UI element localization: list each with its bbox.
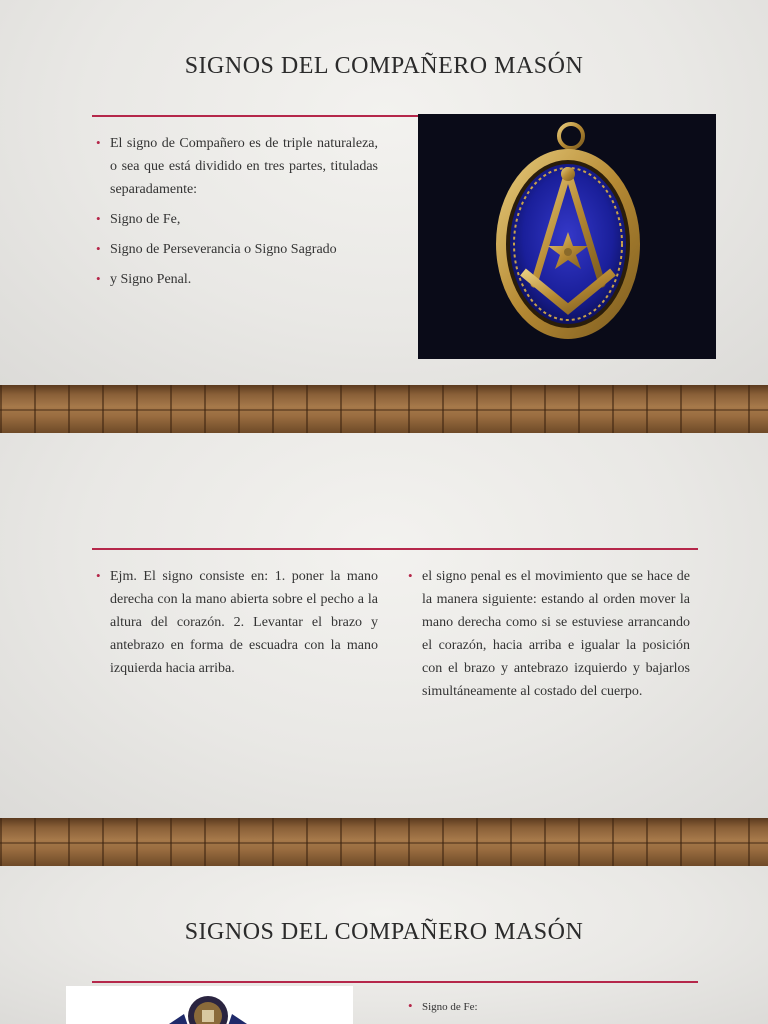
bullet-item: • Signo de Fe,: [96, 208, 378, 231]
wood-floor-divider: [0, 385, 768, 433]
slide-2-right-bullet-list: [408, 565, 690, 710]
square-compass-emblem-icon: [418, 114, 716, 359]
bullet-item: • Signo de Perseverancia o Signo Sagrado: [96, 238, 378, 261]
slide-1: [0, 0, 768, 385]
slide-3: [0, 866, 768, 1024]
slide-2: [0, 433, 768, 818]
bullet-item: • El signo de Compañero es de triple naturaleza, o sea que está dividido en tres partes, tituladas separadamente:: [96, 132, 378, 201]
emblem-image: [66, 986, 353, 1024]
wood-floor-divider: [0, 818, 768, 866]
slide-2-left-bullet-list: [96, 565, 378, 687]
slide-2-divider: [92, 548, 698, 550]
slide-1-divider: [92, 115, 420, 117]
slide-3-bullet-list: [408, 999, 690, 1022]
bullet-item: • Ejm. El signo consiste en: 1. poner la mano derecha con la mano abierta sobre el pecho a la altura del corazón. 2. Levantar el brazo y antebrazo en forma de escuadra con la mano izquierda hacia arriba.: [96, 565, 378, 680]
masonic-emblem-icon: [66, 986, 353, 1024]
bullet-item: • Signo de Fe:: [408, 999, 690, 1015]
slide-1-bullet-list: [96, 132, 378, 298]
bullet-item: • el signo penal es el movimiento que se hace de la manera siguiente: estando al orden mover la mano derecha como si se estuviese arrancando el corazón, hacia arriba e igualar la posición con el brazo y antebrazo izquierdo y bajarlos simultáneamente al costado del cuerpo.: [408, 565, 690, 703]
slide-3-divider: [92, 981, 698, 983]
masonic-medal-image: [418, 114, 716, 359]
bullet-item: • y Signo Penal.: [96, 268, 378, 291]
slide-1-title: SIGNOS DEL COMPAÑERO MASÓN: [184, 53, 584, 79]
slide-3-title: SIGNOS DEL COMPAÑERO MASÓN: [184, 919, 584, 945]
